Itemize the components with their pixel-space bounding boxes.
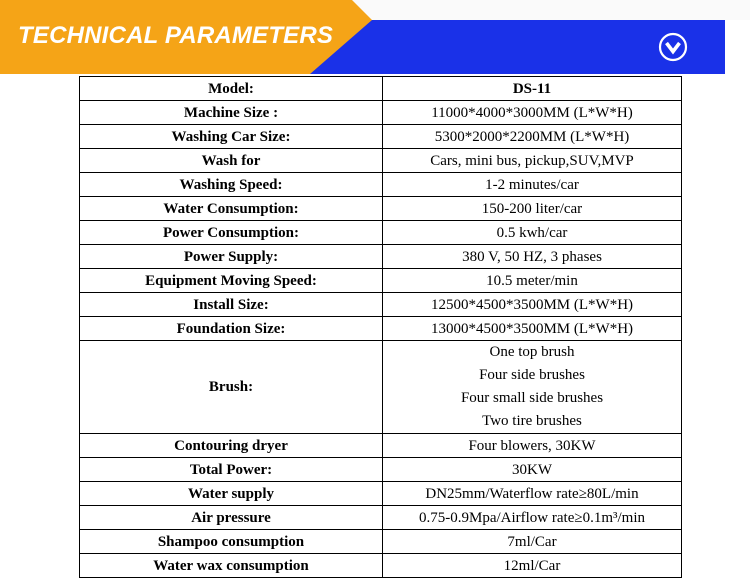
param-value: 150-200 liter/car (383, 197, 682, 221)
param-value: Cars, mini bus, pickup,SUV,MVP (383, 149, 682, 173)
param-label: Shampoo consumption (80, 530, 383, 554)
table-row (80, 149, 682, 173)
table-row (80, 554, 682, 578)
param-value: 0.75-0.9Mpa/Airflow rate≥0.1m³/min (383, 506, 682, 530)
param-value: DN25mm/Waterflow rate≥80L/min (383, 482, 682, 506)
param-label: Water Consumption: (80, 197, 383, 221)
brush-value-line: Four side brushes (479, 367, 585, 383)
page-title: TECHNICAL PARAMETERS (18, 22, 334, 49)
table-row (80, 101, 682, 125)
table-row (80, 269, 682, 293)
header-banner (0, 0, 750, 78)
param-label: Equipment Moving Speed: (80, 269, 383, 293)
param-value: 11000*4000*3000MM (L*W*H) (383, 101, 682, 125)
table-row (80, 125, 682, 149)
technical-parameters-table (79, 76, 682, 578)
table-row (80, 173, 682, 197)
chevron-down-circle-icon[interactable] (658, 32, 688, 62)
table-row (80, 245, 682, 269)
param-label: Air pressure (80, 506, 383, 530)
param-label: Power Consumption: (80, 221, 383, 245)
param-value: 30KW (383, 458, 682, 482)
table-row (80, 530, 682, 554)
param-value: 13000*4500*3500MM (L*W*H) (383, 317, 682, 341)
param-label: Washing Speed: (80, 173, 383, 197)
table-row (80, 221, 682, 245)
param-label: Power Supply: (80, 245, 383, 269)
model-label: Model: (80, 77, 383, 101)
table-row (80, 77, 682, 101)
param-value: 380 V, 50 HZ, 3 phases (383, 245, 682, 269)
param-value: 5300*2000*2200MM (L*W*H) (383, 125, 682, 149)
brush-label: Brush: (80, 341, 383, 434)
table-row (80, 458, 682, 482)
table-row (80, 482, 682, 506)
param-label: Wash for (80, 149, 383, 173)
param-label: Washing Car Size: (80, 125, 383, 149)
param-label: Contouring dryer (80, 434, 383, 458)
param-value: 1-2 minutes/car (383, 173, 682, 197)
param-label: Total Power: (80, 458, 383, 482)
model-value: DS-11 (383, 77, 682, 101)
brush-value-line: One top brush (489, 344, 575, 360)
param-value: 10.5 meter/min (383, 269, 682, 293)
table-row (80, 317, 682, 341)
param-label: Machine Size : (80, 101, 383, 125)
param-value: 7ml/Car (383, 530, 682, 554)
brush-values (383, 341, 682, 434)
param-label: Water wax consumption (80, 554, 383, 578)
param-label: Install Size: (80, 293, 383, 317)
table-row (80, 197, 682, 221)
param-value: 0.5 kwh/car (383, 221, 682, 245)
param-value: Four blowers, 30KW (383, 434, 682, 458)
brush-value-line: Two tire brushes (482, 413, 582, 429)
brush-value-line: Four small side brushes (460, 390, 604, 406)
table-row (80, 506, 682, 530)
param-value: 12500*4500*3500MM (L*W*H) (383, 293, 682, 317)
table-row (80, 434, 682, 458)
table-row (80, 341, 682, 434)
param-value: 12ml/Car (383, 554, 682, 578)
table-row (80, 293, 682, 317)
param-label: Water supply (80, 482, 383, 506)
param-label: Foundation Size: (80, 317, 383, 341)
